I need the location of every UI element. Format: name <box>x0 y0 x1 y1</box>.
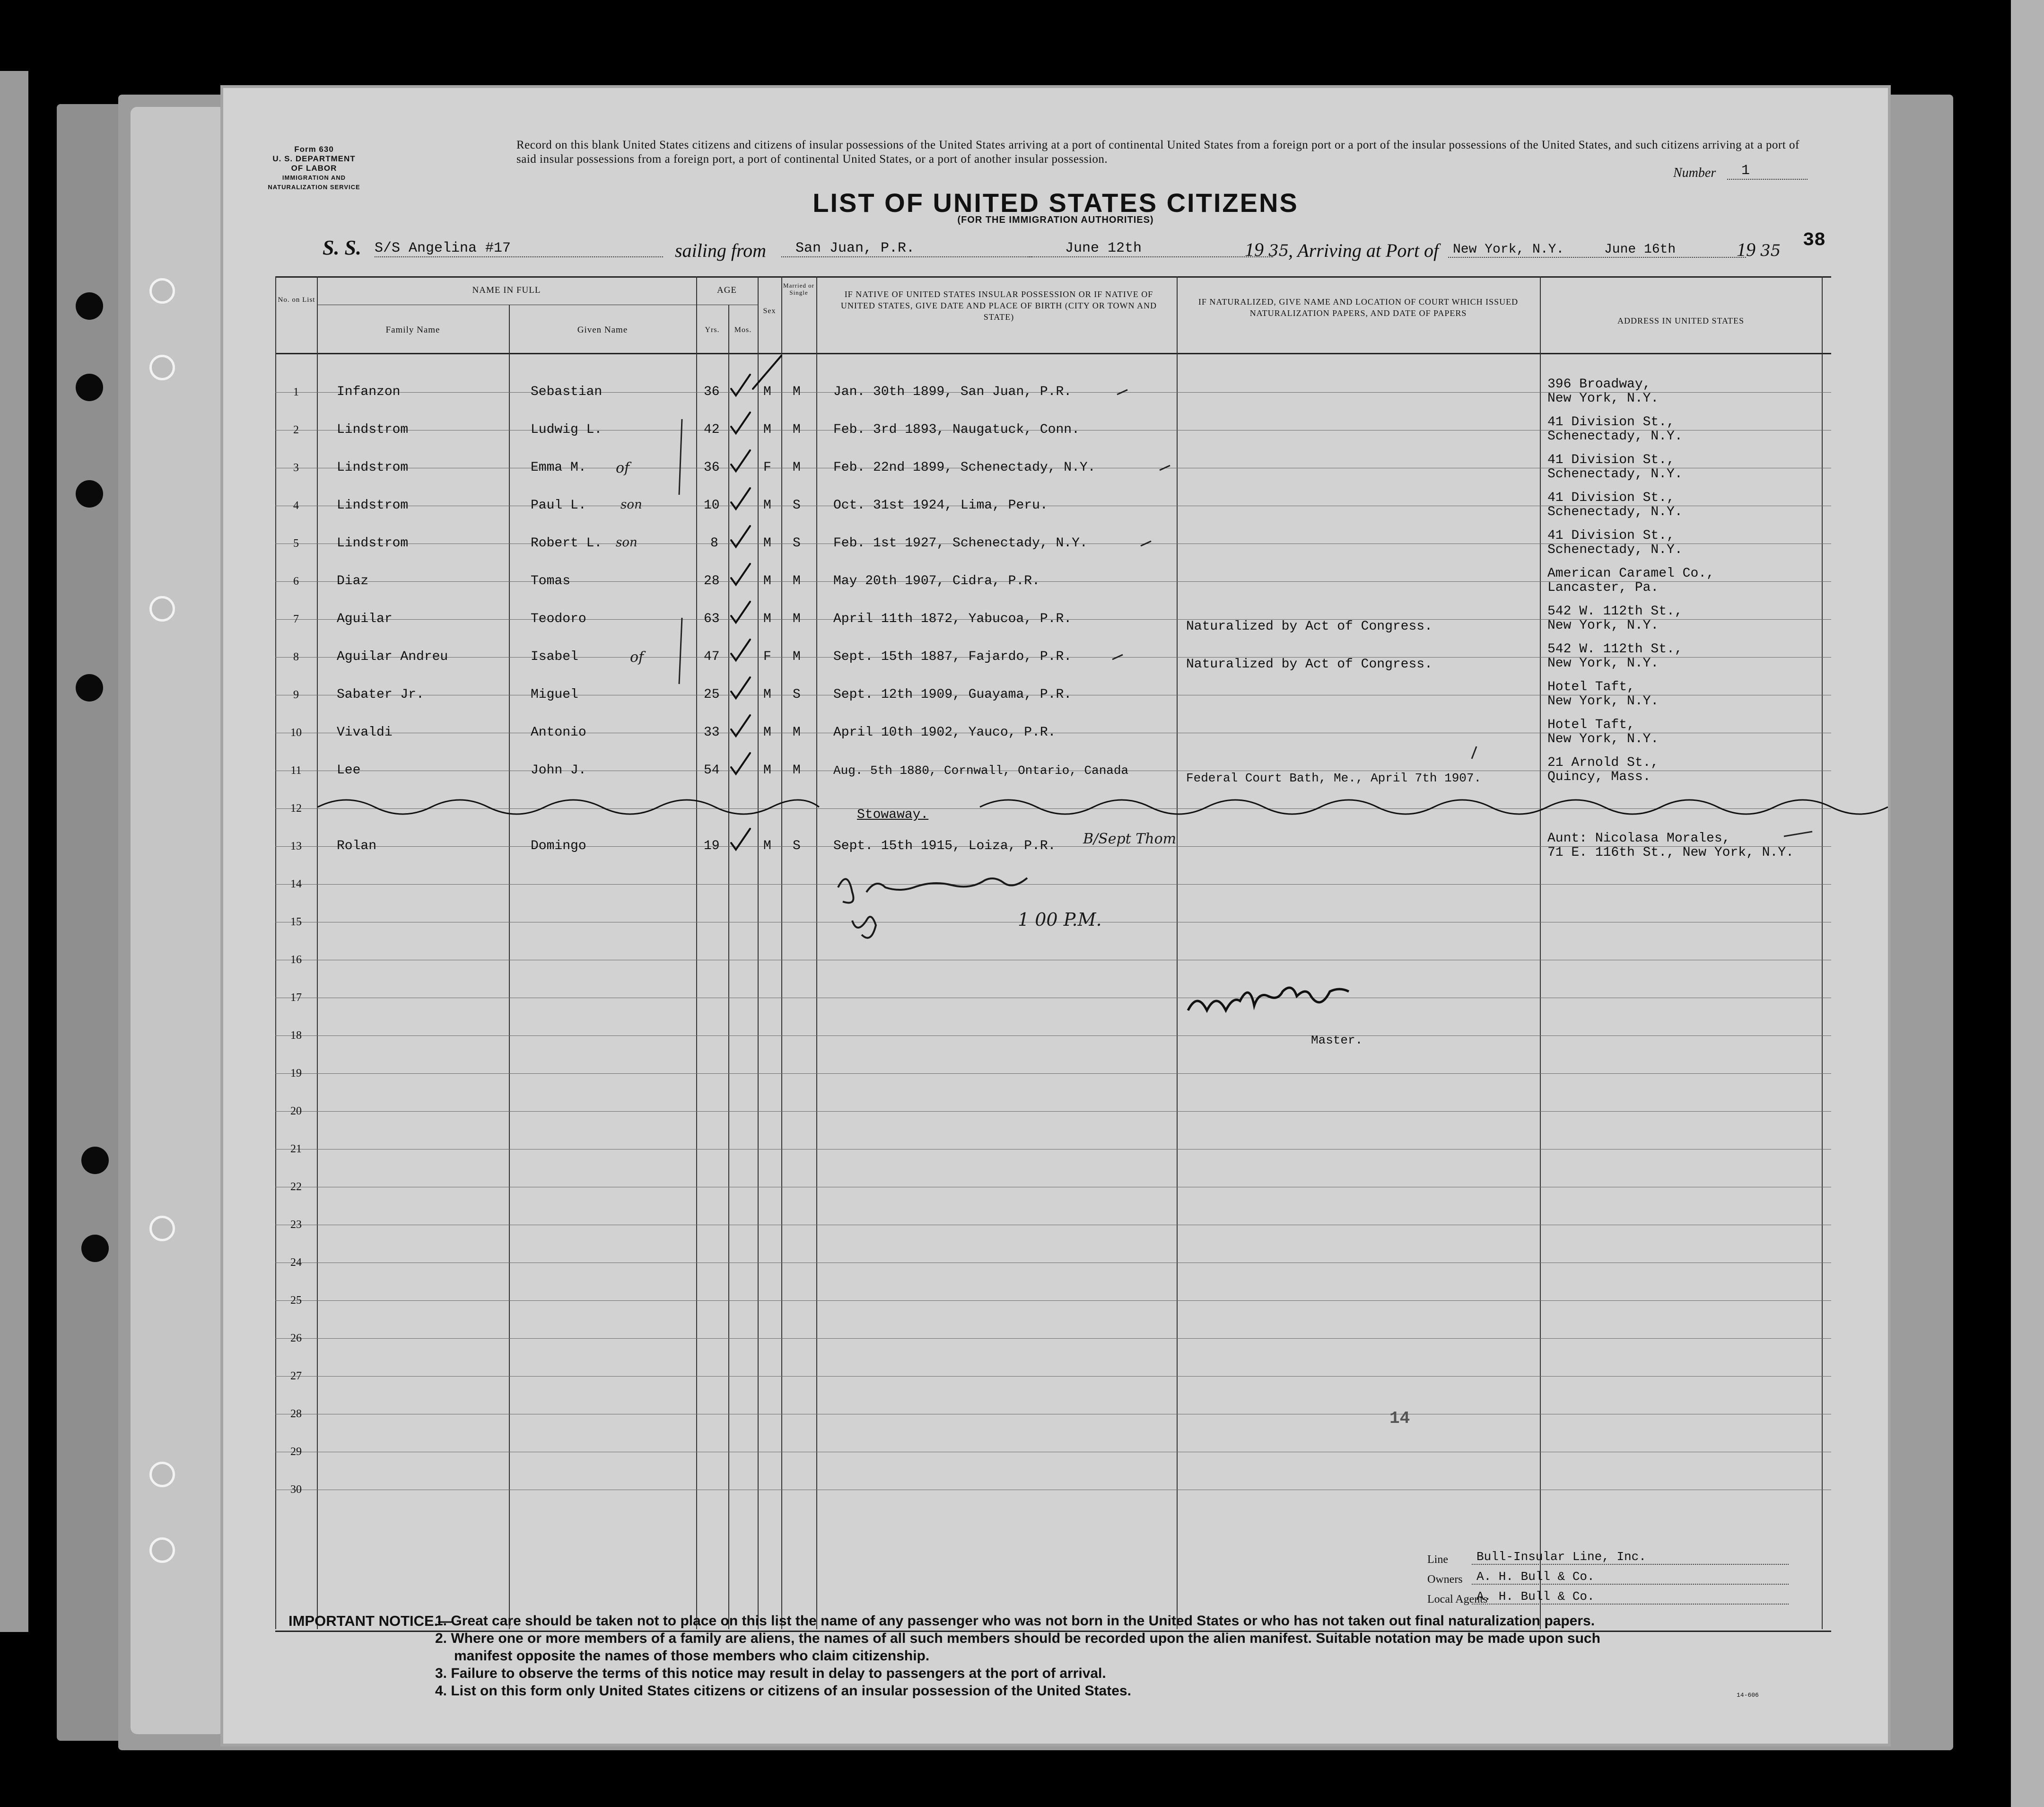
arrival-date: June 16th <box>1590 242 1746 258</box>
birth-info: May 20th 1907, Cidra, P.R. <box>833 574 1040 588</box>
owners-label: Owners <box>1427 1573 1463 1586</box>
sex: M <box>763 839 771 853</box>
age-years: 36 <box>704 460 720 475</box>
address-line1: American Caramel Co., <box>1547 566 1714 581</box>
address-line2: Schenectady, N.Y. <box>1547 429 1683 444</box>
family-name: Lindstrom <box>337 536 409 551</box>
address-line1: Aunt: Nicolasa Morales, <box>1547 831 1730 846</box>
sex: M <box>763 498 771 513</box>
master-signature <box>1188 988 1349 1010</box>
cancel-wavy-line <box>318 800 1888 814</box>
col-header-name: NAME IN FULL <box>472 285 541 295</box>
row-number: 28 <box>290 1408 302 1420</box>
row-number: 20 <box>290 1105 302 1117</box>
given-name: Emma M. <box>531 460 586 475</box>
annotation-son: son <box>620 498 642 512</box>
row-number: 16 <box>290 954 302 966</box>
sailing-label: sailing from <box>675 240 766 261</box>
given-name: Paul L. <box>531 498 586 513</box>
family-name: Diaz <box>337 574 369 588</box>
page-subtitle: (FOR THE IMMIGRATION AUTHORITIES) <box>957 215 1154 225</box>
marital-status: M <box>793 763 801 778</box>
inspector-signature <box>838 878 1027 903</box>
master-label: Master. <box>1311 1033 1363 1047</box>
sex: M <box>763 385 771 399</box>
row-number: 8 <box>293 651 299 663</box>
age-years: 33 <box>704 725 720 740</box>
row-number: 15 <box>290 916 302 928</box>
marital-status: M <box>793 460 801 475</box>
address-line2: Schenectady, N.Y. <box>1547 467 1683 482</box>
address-line2: Quincy, Mass. <box>1547 770 1651 784</box>
annotation-of: of <box>616 460 630 476</box>
binding-margin <box>131 107 225 1734</box>
sex: M <box>763 612 771 626</box>
naturalization-info: Federal Court Bath, Me., April 7th 1907. <box>1186 771 1482 785</box>
row-number: 3 <box>293 462 299 474</box>
given-name: Domingo <box>531 839 586 853</box>
row-number: 13 <box>290 840 302 852</box>
marital-status: S <box>793 687 801 702</box>
check-mark-icons <box>731 356 781 850</box>
address-line1: 41 Division St., <box>1547 453 1675 467</box>
adjacent-page-right <box>2011 0 2044 1807</box>
col-header-yrs: Yrs. <box>705 326 720 334</box>
bracket-line-1 <box>679 419 682 495</box>
family-name: Infanzon <box>337 385 401 399</box>
arrival-port: New York, N.Y. <box>1448 242 1595 258</box>
manifest-sheet <box>223 88 1888 1744</box>
notice-2-continued: manifest opposite the names of those members who claim citizenship. <box>454 1648 930 1664</box>
row-number: 11 <box>290 764 302 777</box>
bf-annotation: B/Sept Thom <box>1083 831 1177 847</box>
arrival-year: 35 <box>1760 241 1781 260</box>
address-line1: 41 Division St., <box>1547 415 1675 430</box>
marital-status: M <box>793 574 801 588</box>
birth-info: Sept. 15th 1887, Fajardo, P.R. <box>833 649 1072 664</box>
family-name: Vivaldi <box>337 725 393 740</box>
age-years: 28 <box>704 574 720 588</box>
row-number: 7 <box>293 613 299 625</box>
line-label: Line <box>1427 1553 1448 1566</box>
address-line1: 542 W. 112th St., <box>1547 642 1683 657</box>
agents-value: A. H. Bull & Co. <box>1472 1589 1789 1605</box>
sailing-year-prefix: 19 <box>1245 239 1264 260</box>
address-line2: New York, N.Y. <box>1547 618 1659 633</box>
row-number: 25 <box>290 1294 302 1307</box>
owners-value: A. H. Bull & Co. <box>1472 1570 1789 1585</box>
birth-info: April 10th 1902, Yauco, P.R. <box>833 725 1056 740</box>
verify-tick-icons <box>1112 390 1812 836</box>
age-years: 47 <box>704 649 720 664</box>
sex: M <box>763 422 771 437</box>
marital-status: M <box>793 612 801 626</box>
family-name: Rolan <box>337 839 377 853</box>
number-value: 1 <box>1727 163 1808 180</box>
sex: F <box>763 460 771 475</box>
sailing-from: San Juan, P.R. <box>781 240 1032 257</box>
col-header-sex: Sex <box>763 307 776 315</box>
naturalization-info: Naturalized by Act of Congress. <box>1186 657 1433 672</box>
address-line2: New York, N.Y. <box>1547 391 1659 406</box>
row-number: 2 <box>293 424 299 436</box>
annotation-son: son <box>616 535 638 550</box>
notice-1: 1. Great care should be taken not to place on this list the name of any passenger who was not born in the United States or who has not taken out final naturalization papers. <box>435 1613 1595 1629</box>
number-label: Number <box>1673 166 1716 180</box>
birth-info: Jan. 30th 1899, San Juan, P.R. <box>833 385 1072 399</box>
birth-info: Feb. 3rd 1893, Naugatuck, Conn. <box>833 422 1080 437</box>
row-number: 14 <box>290 878 302 890</box>
family-name: Sabater Jr. <box>337 687 424 702</box>
given-name: Antonio <box>531 725 586 740</box>
age-years: 19 <box>704 839 720 853</box>
marital-status: M <box>793 649 801 664</box>
stamp-number: 14 <box>1389 1409 1410 1428</box>
department: U. S. DEPARTMENT OF LABOR <box>272 154 356 173</box>
sex: M <box>763 725 771 740</box>
line-value: Bull-Insular Line, Inc. <box>1472 1550 1789 1565</box>
marital-status: S <box>793 536 801 551</box>
sex: F <box>763 649 771 664</box>
given-name: Teodoro <box>531 612 586 626</box>
row-number: 21 <box>290 1143 302 1155</box>
family-name: Lindstrom <box>337 498 409 513</box>
ship-name: S/S Angelina #17 <box>375 240 663 257</box>
age-years: 54 <box>704 763 720 778</box>
row-number: 5 <box>293 537 299 550</box>
naturalization-info: Naturalized by Act of Congress. <box>1186 619 1433 634</box>
annotation-of: of <box>630 649 644 666</box>
stowaway-note: Stowaway. <box>857 807 929 822</box>
row-number: 26 <box>290 1332 302 1344</box>
birth-info: April 11th 1872, Yabucoa, P.R. <box>833 612 1072 626</box>
row-number: 10 <box>290 727 302 739</box>
sex: M <box>763 536 771 551</box>
col-header-no: No. on List <box>278 296 315 304</box>
row-number: 23 <box>290 1219 302 1231</box>
address-line1: 41 Division St., <box>1547 528 1675 543</box>
age-years: 63 <box>704 612 720 626</box>
address-line1: Hotel Taft, <box>1547 718 1635 732</box>
birth-info: Sept. 12th 1909, Guayama, P.R. <box>833 687 1072 702</box>
given-name: Tomas <box>531 574 571 588</box>
marital-status: M <box>793 422 801 437</box>
sheet-number: 38 <box>1803 230 1826 251</box>
row-number: 9 <box>293 689 299 701</box>
ss-label: S. S. <box>323 236 361 259</box>
given-name: John J. <box>531 763 586 778</box>
family-name: Lindstrom <box>337 422 409 437</box>
birth-info: Feb. 1st 1927, Schenectady, N.Y. <box>833 536 1088 551</box>
birth-info: Aug. 5th 1880, Cornwall, Ontario, Canada <box>833 763 1129 778</box>
given-name: Robert L. <box>531 536 603 551</box>
family-name: Lee <box>337 763 361 778</box>
col-header-mos: Mos. <box>734 326 752 334</box>
row-number: 4 <box>293 500 299 512</box>
row-number: 19 <box>290 1067 302 1079</box>
marital-status: S <box>793 498 801 513</box>
age-years: 25 <box>704 687 720 702</box>
sailing-year: 35 <box>1268 241 1289 260</box>
family-name: Aguilar Andreu <box>337 649 448 664</box>
form-number: Form 630 <box>294 145 334 154</box>
marital-status: M <box>793 725 801 740</box>
address-line1: 396 Broadway, <box>1547 377 1651 392</box>
col-header-address: ADDRESS IN UNITED STATES <box>1617 316 1745 325</box>
address-line2: Schenectady, N.Y. <box>1547 543 1683 557</box>
row-number: 12 <box>290 802 302 815</box>
address-line2: 71 E. 116th St., New York, N.Y. <box>1547 845 1794 860</box>
inspector-initial <box>852 917 876 938</box>
col-header-given-name: Given Name <box>577 325 628 335</box>
row-number: 24 <box>290 1256 302 1269</box>
family-name: Aguilar <box>337 612 393 626</box>
age-years: 42 <box>704 422 720 437</box>
address-line1: 542 W. 112th St., <box>1547 604 1683 619</box>
row-number: 1 <box>293 386 299 398</box>
age-years: 36 <box>704 385 720 399</box>
page-title: LIST OF UNITED STATES CITIZENS <box>812 188 1299 218</box>
notice-4: 4. List on this form only United States citizens or citizens of an insular possession of the United States. <box>435 1683 1131 1699</box>
sex: M <box>763 687 771 702</box>
row-number: 27 <box>290 1370 302 1382</box>
address-line2: New York, N.Y. <box>1547 732 1659 746</box>
family-name: Lindstrom <box>337 460 409 475</box>
col-header-family-name: Family Name <box>385 325 440 335</box>
marital-status: S <box>793 839 801 853</box>
row-number: 6 <box>293 575 299 588</box>
address-line2: New York, N.Y. <box>1547 694 1659 709</box>
arriving-label: , Arriving at Port of <box>1288 240 1439 261</box>
row-number: 17 <box>290 991 302 1004</box>
age-years: 8 <box>710 536 718 551</box>
row-number: 30 <box>290 1483 302 1496</box>
row-number: 29 <box>290 1446 302 1458</box>
given-name: Ludwig L. <box>531 422 603 437</box>
inspection-time: 1 00 P.M. <box>1018 909 1102 930</box>
notice-2: 2. Where one or more members of a family are aliens, the names of all such members should be recorded upon the alien manifest. Suitable notation may be made upon such <box>435 1631 1600 1646</box>
address-line1: 41 Division St., <box>1547 491 1675 505</box>
given-name: Isabel <box>531 649 578 664</box>
address-line1: Hotel Taft, <box>1547 680 1635 694</box>
address-line1: 21 Arnold St., <box>1547 755 1659 770</box>
col-header-married: Married or Single <box>783 282 814 296</box>
form-code: 14-606 <box>1737 1692 1759 1699</box>
row-number: 18 <box>290 1029 302 1042</box>
birth-info: Oct. 31st 1924, Lima, Peru. <box>833 498 1048 513</box>
age-years: 10 <box>704 498 720 513</box>
notice-3: 3. Failure to observe the terms of this notice may result in delay to passengers at the port of arrival. <box>435 1666 1106 1681</box>
arrival-year-prefix: 19 <box>1737 239 1756 260</box>
service: IMMIGRATION AND NATURALIZATION SERVICE <box>268 174 360 191</box>
address-line2: Schenectady, N.Y. <box>1547 505 1683 519</box>
sex: M <box>763 763 771 778</box>
address-line2: New York, N.Y. <box>1547 656 1659 671</box>
bracket-line-2 <box>679 618 682 684</box>
given-name: Miguel <box>531 687 578 702</box>
col-header-naturalized: IF NATURALIZED, GIVE NAME AND LOCATION OF COURT WHICH ISSUED NATURALIZATION PAPERS, AND DATE OF PAPERS <box>1198 297 1519 318</box>
col-header-age: AGE <box>716 285 737 295</box>
birth-info: Feb. 22nd 1899, Schenectady, N.Y. <box>833 460 1096 475</box>
adjacent-page-left <box>0 71 28 1632</box>
marital-status: M <box>793 385 801 399</box>
birth-info: Sept. 15th 1915, Loiza, P.R. <box>833 839 1056 853</box>
given-name: Sebastian <box>531 385 603 399</box>
col-header-birth: IF NATIVE OF UNITED STATES INSULAR POSSESSION OR IF NATIVE OF UNITED STATES, GIVE DATE AND PLACE OF BIRTH (CITY OR TOWN AND STATE) <box>840 289 1157 322</box>
agents-label: Local Agents <box>1427 1593 1488 1605</box>
sailing-date: June 12th <box>1027 240 1273 257</box>
form-instructions: Record on this blank United States citizens and citizens of insular possessions of the United States arriving at a port of continental United States from a foreign port or a port of the insular possessions of the United States, and such citizens arriving at a port of said insular possessions from a foreign port, a port of continental United States, or a port of another insular possession. <box>516 139 1799 166</box>
address-line2: Lancaster, Pa. <box>1547 580 1659 595</box>
sex: M <box>763 574 771 588</box>
notice-title: IMPORTANT NOTICE.— <box>288 1613 453 1629</box>
row-number: 22 <box>290 1181 302 1193</box>
